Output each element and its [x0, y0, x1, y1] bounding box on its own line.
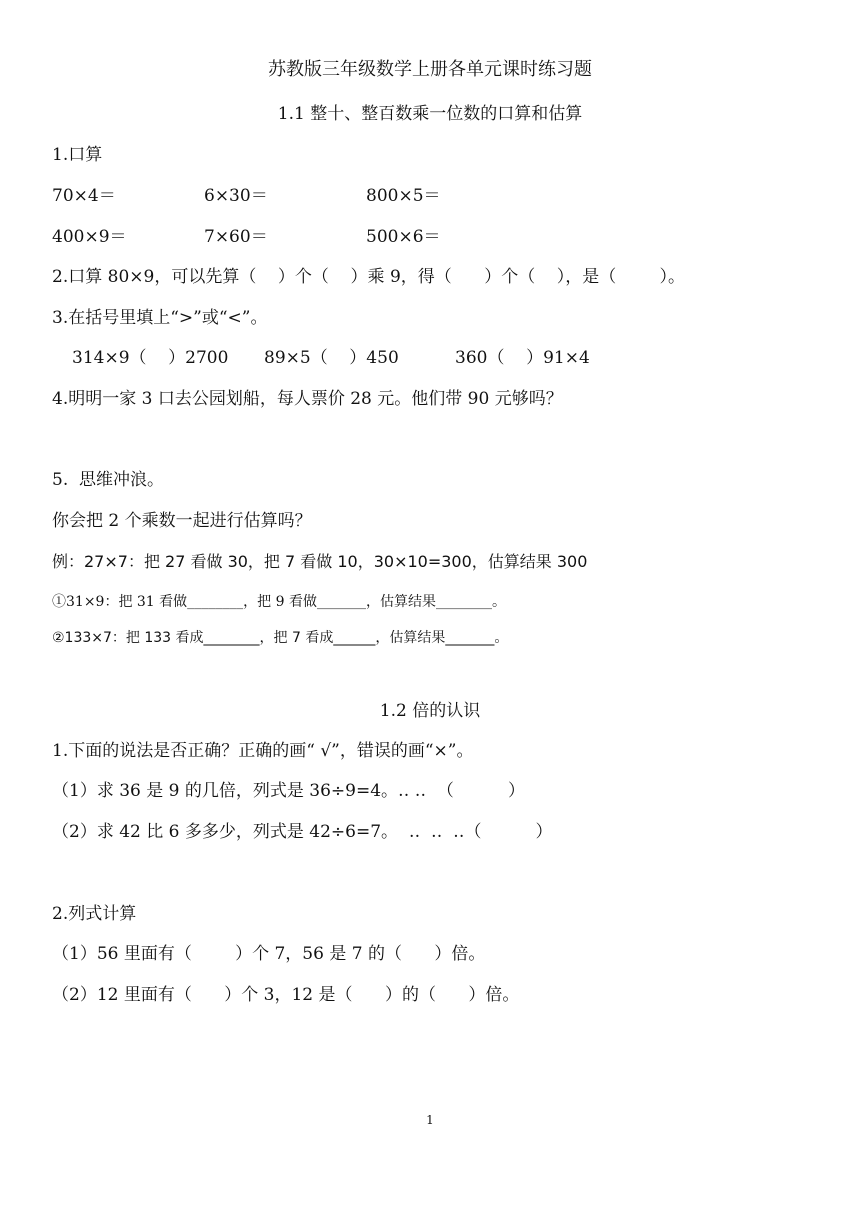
- section-heading-1-1: 1.1 整十、整百数乘一位数的口算和估算: [277, 104, 583, 124]
- judge-question-label: 1.下面的说法是否正确？正确的画“ √”，错误的画“×”。: [52, 741, 474, 761]
- list-calc-item: （2）12 里面有（ ）个 3，12 是（ ）的（ ）倍。: [52, 985, 520, 1005]
- question-5-example: 例：27×7：把 27 看做 30，把 7 看做 10，30×10=300，估算结果 300: [52, 552, 588, 571]
- question-1-label: 1.口算: [52, 145, 103, 165]
- page-number: 1: [426, 1113, 434, 1127]
- calc-item: 800×5＝: [366, 186, 441, 206]
- question-3-label: 3.在括号里填上“>”或“<”。: [52, 308, 268, 328]
- compare-item: 360（ ）91×4: [455, 348, 590, 368]
- list-calc-label: 2.列式计算: [52, 904, 137, 924]
- calc-item: 70×4＝: [52, 186, 116, 206]
- calc-item: 400×9＝: [52, 227, 127, 247]
- section-heading-1-2: 1.2 倍的认识: [379, 701, 481, 721]
- question-2: 2.口算 80×9，可以先算（ ）个（ ）乘 9，得（ ）个（ ），是（ ）。: [52, 267, 686, 287]
- question-5-item-1: ①31×9：把 31 看做________，把 9 看做_______，估算结果________。: [52, 594, 506, 610]
- question-5-label: 5. 思维冲浪。: [52, 470, 165, 490]
- worksheet-title: 苏教版三年级数学上册各单元课时练习题: [268, 59, 592, 80]
- list-calc-item: （1）56 里面有（ ）个 7，56 是 7 的（ ）倍。: [52, 944, 486, 964]
- calc-item: 500×6＝: [366, 227, 441, 247]
- calc-item: 6×30＝: [204, 186, 268, 206]
- question-5-prompt: 你会把 2 个乘数一起进行估算吗？: [52, 511, 312, 531]
- compare-item: 89×5（ ）450: [264, 348, 399, 368]
- question-4: 4.明明一家 3 口去公园划船，每人票价 28 元。他们带 90 元够吗？: [52, 389, 563, 409]
- compare-item: 314×9（ ）2700: [72, 348, 229, 368]
- question-5-item-2: ②133×7：把 133 看成________，把 7 看成______，估算结果_______。: [52, 630, 509, 646]
- judge-item: （1）求 36 是 9 的几倍，列式是 36÷9=4。‥ ‥ （ ）: [52, 781, 525, 801]
- judge-item: （2）求 42 比 6 多多少，列式是 42÷6=7。 ‥ ‥ ‥（ ）: [52, 822, 553, 842]
- calc-item: 7×60＝: [204, 227, 268, 247]
